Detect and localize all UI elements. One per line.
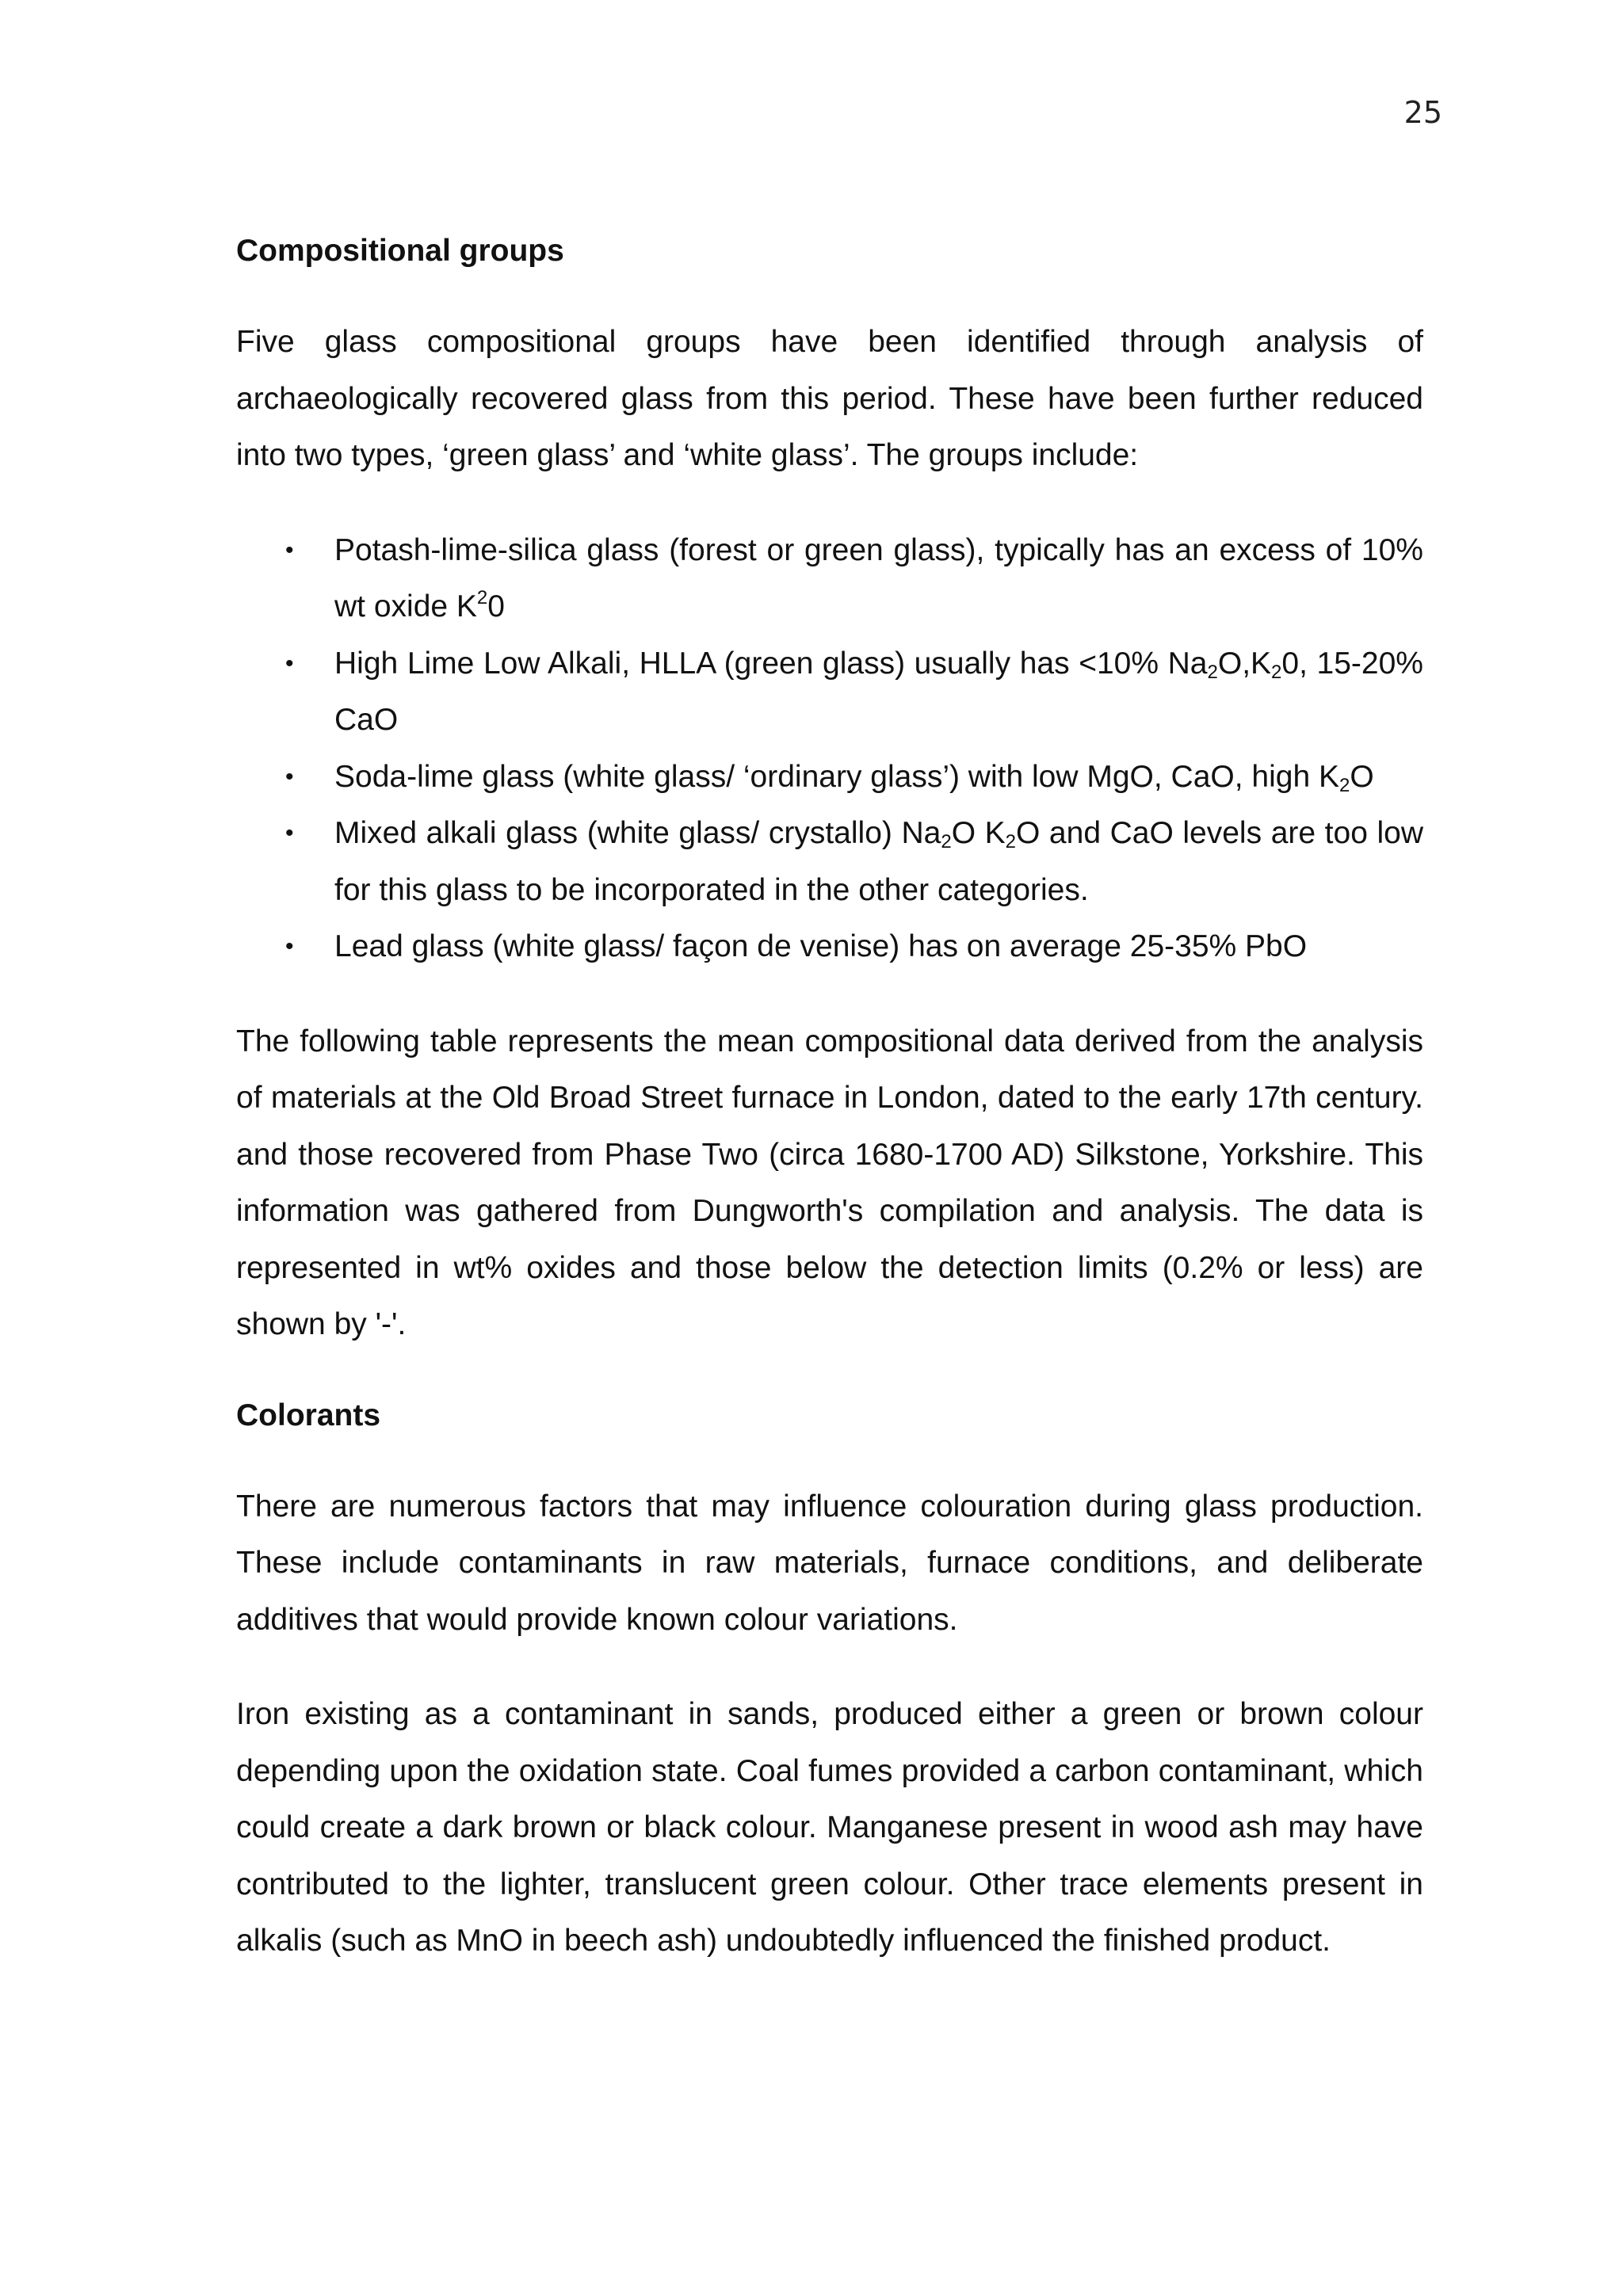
- colorants-paragraph-2: Iron existing as a contaminant in sands, produced either a green or brown colour depending upon the oxidation state. Coal fumes provided a carbon contaminant, which could create a dark brown or black colour. Manganese present in wood ash may have contributed to the lighter, translucent green colour. Other trace elements present in alkalis (such as MnO in beech ash) undoubtedly influenced the finished product.: [236, 1697, 1423, 1958]
- list-item-text: Potash-lime-silica glass (forest or green glass), typically has an excess of 10% wt oxide K: [334, 532, 1423, 624]
- list-item-text: Soda-lime glass (white glass/ ‘ordinary glass’) with low MgO, CaO, high K: [334, 759, 1339, 794]
- superscript: 2: [476, 587, 488, 608]
- list-item-text: O K: [951, 816, 1006, 850]
- bullet-icon: •: [285, 536, 294, 563]
- subscript: 2: [1338, 774, 1350, 796]
- subscript: 2: [941, 831, 952, 852]
- bullet-icon: •: [285, 650, 294, 677]
- list-item: [236, 635, 1423, 749]
- page-number: 25: [1403, 95, 1442, 130]
- bullet-icon: •: [285, 820, 294, 846]
- list-item-text: O: [1350, 759, 1374, 794]
- colorants-paragraph-1: There are numerous factors that may influence colouration during glass production. These include contaminants in raw materials, furnace conditions, and deliberate additives that would provide known colour variations.: [236, 1489, 1423, 1637]
- list-item-text: 0, 15-20% CaO: [334, 646, 1423, 737]
- section-heading-colorants: Colorants: [236, 1398, 381, 1432]
- intro-paragraph: Five glass compositional groups have been identified through analysis of archaeologically recovered glass from this period. These have been further reduced into two types, ‘green glass’ and ‘white glass’. The groups include:: [236, 325, 1423, 472]
- list-item: [236, 522, 1423, 635]
- page-body: [236, 227, 1423, 1970]
- list-item: [236, 918, 1423, 975]
- list-item: [236, 805, 1423, 918]
- subscript: 2: [1207, 661, 1218, 683]
- list-item-text: Mixed alkali glass (white glass/ crystallo) Na: [334, 816, 941, 850]
- list-item: [236, 749, 1423, 806]
- subscript: 2: [1005, 831, 1016, 852]
- bullet-icon: •: [285, 933, 294, 959]
- table-description-paragraph: The following table represents the mean compositional data derived from the analysis of materials at the Old Broad Street furnace in London, dated to the early 17th century. and those recovered from Phase Two (circa 1680-1700 AD) Silkstone, Yorkshire. This information was gathered from Dungworth's compilation and analysis. The data is represented in wt% oxides and those below the detection limits (0.2% or less) are shown by '-'.: [236, 1024, 1423, 1341]
- bullet-icon: •: [285, 763, 294, 790]
- compositional-groups-list: [236, 522, 1423, 975]
- list-item-text: O and CaO levels are too low for this glass to be incorporated in the other categories.: [334, 816, 1423, 907]
- section-heading-compositional-groups: Compositional groups: [236, 234, 564, 268]
- list-item-text: 0: [487, 589, 505, 624]
- list-item-text: O,K: [1217, 646, 1272, 681]
- subscript: 2: [1271, 661, 1282, 683]
- list-item-text: Lead glass (white glass/ façon de venise) has on average 25-35% PbO: [334, 929, 1308, 963]
- list-item-text: High Lime Low Alkali, HLLA (green glass) usually has <10% Na: [334, 646, 1208, 681]
